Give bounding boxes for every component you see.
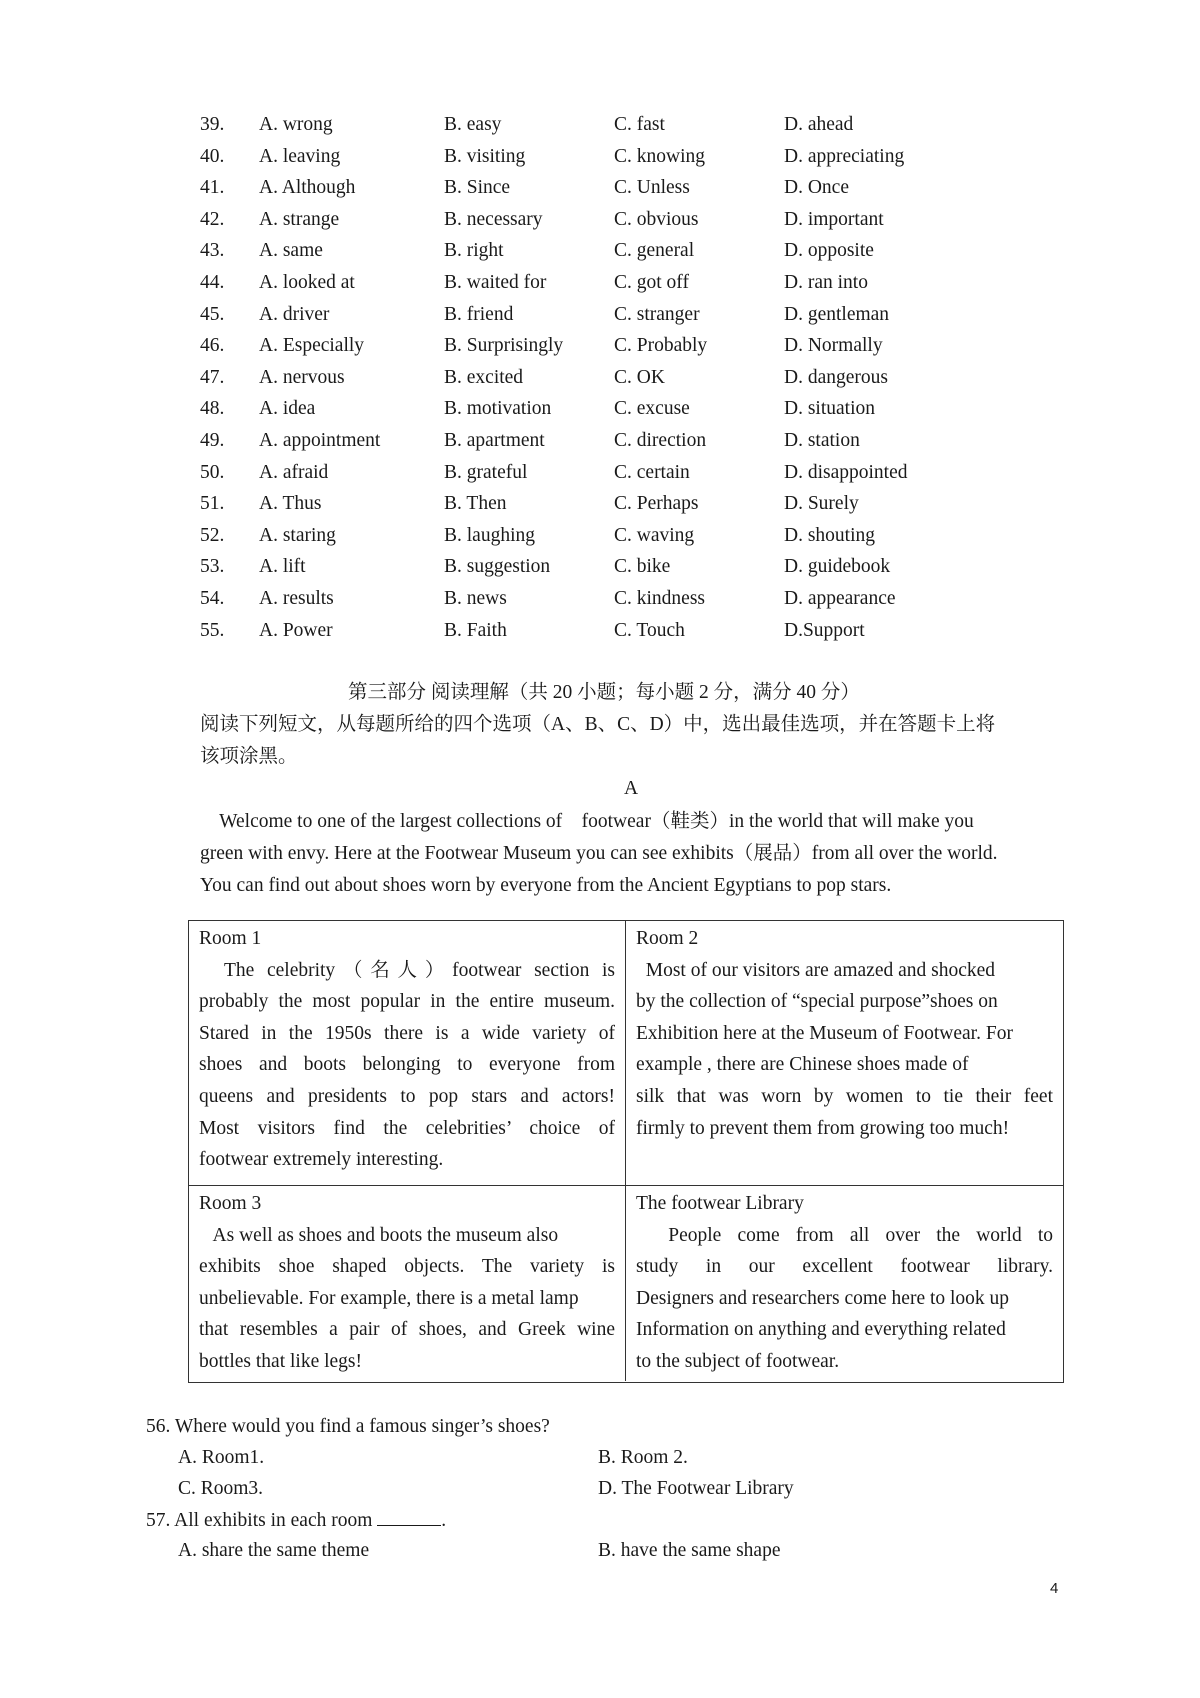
option-c[interactable]: C. OK <box>614 366 665 388</box>
passage-line: You can find out about shoes worn by everyone from the Ancient Egyptians to pop stars. <box>200 875 892 896</box>
room-1-cell <box>189 921 626 1186</box>
question-number: 48. <box>200 398 225 420</box>
option-c[interactable]: C. bike <box>614 556 671 578</box>
question-number: 44. <box>200 272 225 293</box>
option-c[interactable]: C. obvious <box>614 208 699 230</box>
room-table <box>188 920 1064 1383</box>
option-d[interactable]: D.Support <box>784 619 865 641</box>
question-option[interactable]: C. Room3. <box>178 1478 264 1499</box>
footwear-library-cell <box>626 1186 1063 1381</box>
option-b[interactable]: B. excited <box>444 366 524 388</box>
option-c[interactable]: C. fast <box>614 114 665 135</box>
room-text-line: bottles that like legs! <box>199 1350 363 1372</box>
room-text-line: study in our excellent footwear library. <box>636 1256 1053 1278</box>
option-b[interactable]: B. apartment <box>444 430 545 451</box>
option-a[interactable]: A. staring <box>259 524 336 546</box>
option-c[interactable]: C. Perhaps <box>614 493 699 515</box>
room-text-line: firmly to prevent them from growing too much! <box>636 1117 1010 1139</box>
option-d[interactable]: D. Surely <box>784 493 859 515</box>
question-number: 42. <box>200 208 225 230</box>
room-text-line: Stared in the 1950s there is a wide variety of <box>199 1022 615 1044</box>
option-b[interactable]: B. Since <box>444 177 511 199</box>
passage-intro <box>200 806 1062 902</box>
room-text-line: Exhibition here at the Museum of Footwear. For <box>636 1022 1013 1044</box>
question-number: 54. <box>200 588 225 609</box>
question-stem: 56. Where would you find a famous singer’s shoes? <box>146 1416 550 1437</box>
option-b[interactable]: B. news <box>444 588 507 609</box>
question-stem-end: . <box>441 1510 447 1531</box>
passage-label: A <box>624 778 639 799</box>
room-title: Room 1 <box>199 928 262 949</box>
option-c[interactable]: C. knowing <box>614 145 706 167</box>
option-c[interactable]: C. stranger <box>614 303 700 325</box>
passage-line: Welcome to one of the largest collections of footwear（鞋类）in the world that will make you <box>200 811 974 832</box>
option-c[interactable]: C. Unless <box>614 177 690 199</box>
option-b[interactable]: B. laughing <box>444 524 535 546</box>
option-d[interactable]: D. appreciating <box>784 145 905 167</box>
instruction-line: 该项涂黑。 <box>200 746 298 767</box>
option-a[interactable]: A. strange <box>259 208 340 230</box>
option-a[interactable]: A. leaving <box>259 145 341 167</box>
question-number: 40. <box>200 145 225 167</box>
option-a[interactable]: A. same <box>259 240 323 262</box>
instruction-line: 阅读下列短文，从每题所给的四个选项（A、B、C、D）中，选出最佳选项，并在答题卡上将 <box>200 714 996 735</box>
room-text-line: shoes and boots belonging to everyone from <box>199 1054 615 1076</box>
room-text-line: queens and presidents to pop stars and actors! <box>199 1085 615 1107</box>
room-title: The footwear Library <box>636 1193 804 1214</box>
room-text-line: to the subject of footwear. <box>636 1350 840 1372</box>
option-a[interactable]: A. wrong <box>259 114 333 135</box>
option-b[interactable]: B. necessary <box>444 208 543 230</box>
option-b[interactable]: B. visiting <box>444 145 526 167</box>
room-text-line: by the collection of “special purpose”shoes on <box>636 991 998 1013</box>
question-number: 43. <box>200 240 225 262</box>
question-number: 50. <box>200 461 225 483</box>
option-d[interactable]: D. gentleman <box>784 303 890 325</box>
question-option[interactable]: B. have the same shape <box>598 1540 781 1561</box>
option-d[interactable]: D. dangerous <box>784 366 888 388</box>
room-text-line: exhibits shoe shaped objects. The variety is <box>199 1256 615 1278</box>
option-b[interactable]: B. Surprisingly <box>444 335 564 357</box>
option-b[interactable]: B. motivation <box>444 398 552 420</box>
option-a[interactable]: A. Especially <box>259 335 365 357</box>
option-b[interactable]: B. Then <box>444 493 507 515</box>
option-a[interactable]: A. lift <box>259 556 306 578</box>
option-a[interactable]: A. afraid <box>259 461 329 483</box>
room-2-cell <box>626 921 1063 1186</box>
question-number: 39. <box>200 114 225 135</box>
option-d[interactable]: D. ahead <box>784 114 854 135</box>
question-option[interactable]: A. Room1. <box>178 1447 265 1468</box>
option-a[interactable]: A. appointment <box>259 430 381 451</box>
option-d[interactable]: D. shouting <box>784 524 876 546</box>
room-text-line: footwear extremely interesting. <box>199 1149 444 1171</box>
option-c[interactable]: C. waving <box>614 524 695 546</box>
room-text-line: Most visitors find the celebrities’ choice of <box>199 1117 615 1139</box>
section-heading: 第三部分 阅读理解（共 20 小题；每小题 2 分，满分 40 分） <box>348 682 860 703</box>
answer-blank <box>377 1505 441 1526</box>
option-b[interactable]: B. right <box>444 240 504 262</box>
question-number: 47. <box>200 366 225 388</box>
option-d[interactable]: D. ran into <box>784 272 868 293</box>
option-d[interactable]: D. disappointed <box>784 461 908 483</box>
option-a[interactable]: A. looked at <box>259 272 355 293</box>
room-text-line: As well as shoes and boots the museum also <box>199 1224 559 1246</box>
page-number: 4 <box>1050 1580 1059 1597</box>
option-d[interactable]: D. Once <box>784 177 849 199</box>
option-c[interactable]: C. got off <box>614 272 689 293</box>
question-stem: 57. All exhibits in each room <box>146 1510 373 1531</box>
option-c[interactable]: C. kindness <box>614 588 706 609</box>
option-a[interactable]: A. Although <box>259 177 356 199</box>
option-c[interactable]: C. direction <box>614 430 707 451</box>
question-option[interactable]: B. Room 2. <box>598 1447 688 1468</box>
option-d[interactable]: D. appearance <box>784 588 896 609</box>
question-number: 53. <box>200 556 225 578</box>
option-b[interactable]: B. suggestion <box>444 556 551 578</box>
room-text-line: example , there are Chinese shoes made of <box>636 1054 969 1076</box>
option-a[interactable]: A. idea <box>259 398 316 420</box>
question-number: 45. <box>200 303 225 325</box>
room-title: Room 2 <box>636 928 699 949</box>
option-b[interactable]: B. easy <box>444 114 502 135</box>
room-text-line: People come from all over the world to <box>636 1224 1053 1246</box>
option-c[interactable]: C. certain <box>614 461 690 483</box>
room-text-line: Most of our visitors are amazed and shocked <box>636 959 996 981</box>
question-number: 46. <box>200 335 225 357</box>
option-b[interactable]: B. grateful <box>444 461 528 483</box>
option-c[interactable]: C. Touch <box>614 619 685 641</box>
room-text-line: probably the most popular in the entire museum. <box>199 991 615 1013</box>
option-a[interactable]: A. nervous <box>259 366 345 388</box>
question-option[interactable]: A. share the same theme <box>178 1540 370 1561</box>
option-a[interactable]: A. driver <box>259 303 330 325</box>
option-a[interactable]: A. Power <box>259 619 333 641</box>
room-3-cell <box>189 1186 626 1381</box>
passage-line: green with envy. Here at the Footwear Museum you can see exhibits（展品）from all over the world. <box>200 843 998 864</box>
room-text-line: silk that was worn by women to tie their feet <box>636 1085 1053 1107</box>
option-a[interactable]: A. Thus <box>259 493 322 515</box>
room-text-line: unbelievable. For example, there is a metal lamp <box>199 1287 579 1309</box>
option-b[interactable]: B. waited for <box>444 272 547 293</box>
question-number: 52. <box>200 524 225 546</box>
option-b[interactable]: B. Faith <box>444 619 507 641</box>
room-text-line: The celebrity（名人）footwear section is <box>199 959 615 981</box>
option-c[interactable]: C. general <box>614 240 695 262</box>
option-c[interactable]: C. excuse <box>614 398 690 420</box>
room-title: Room 3 <box>199 1193 262 1214</box>
question-number: 55. <box>200 619 225 641</box>
room-text-line: Designers and researchers come here to look up <box>636 1287 1010 1309</box>
option-d[interactable]: D. Normally <box>784 335 883 357</box>
question-number: 51. <box>200 493 225 515</box>
option-c[interactable]: C. Probably <box>614 335 708 357</box>
question-option[interactable]: D. The Footwear Library <box>598 1478 794 1499</box>
option-d[interactable]: D. opposite <box>784 240 874 262</box>
room-text-line: that resembles a pair of shoes, and Greek wine <box>199 1319 615 1341</box>
question-stem-wrap <box>146 1505 446 1536</box>
option-b[interactable]: B. friend <box>444 303 514 325</box>
question-number: 49. <box>200 430 225 451</box>
option-d[interactable]: D. guidebook <box>784 556 891 578</box>
option-d[interactable]: D. station <box>784 430 860 451</box>
question-number: 41. <box>200 177 225 199</box>
room-text-line: Information on anything and everything related <box>636 1319 1006 1341</box>
option-a[interactable]: A. results <box>259 588 334 609</box>
option-d[interactable]: D. situation <box>784 398 875 420</box>
option-d[interactable]: D. important <box>784 208 884 230</box>
